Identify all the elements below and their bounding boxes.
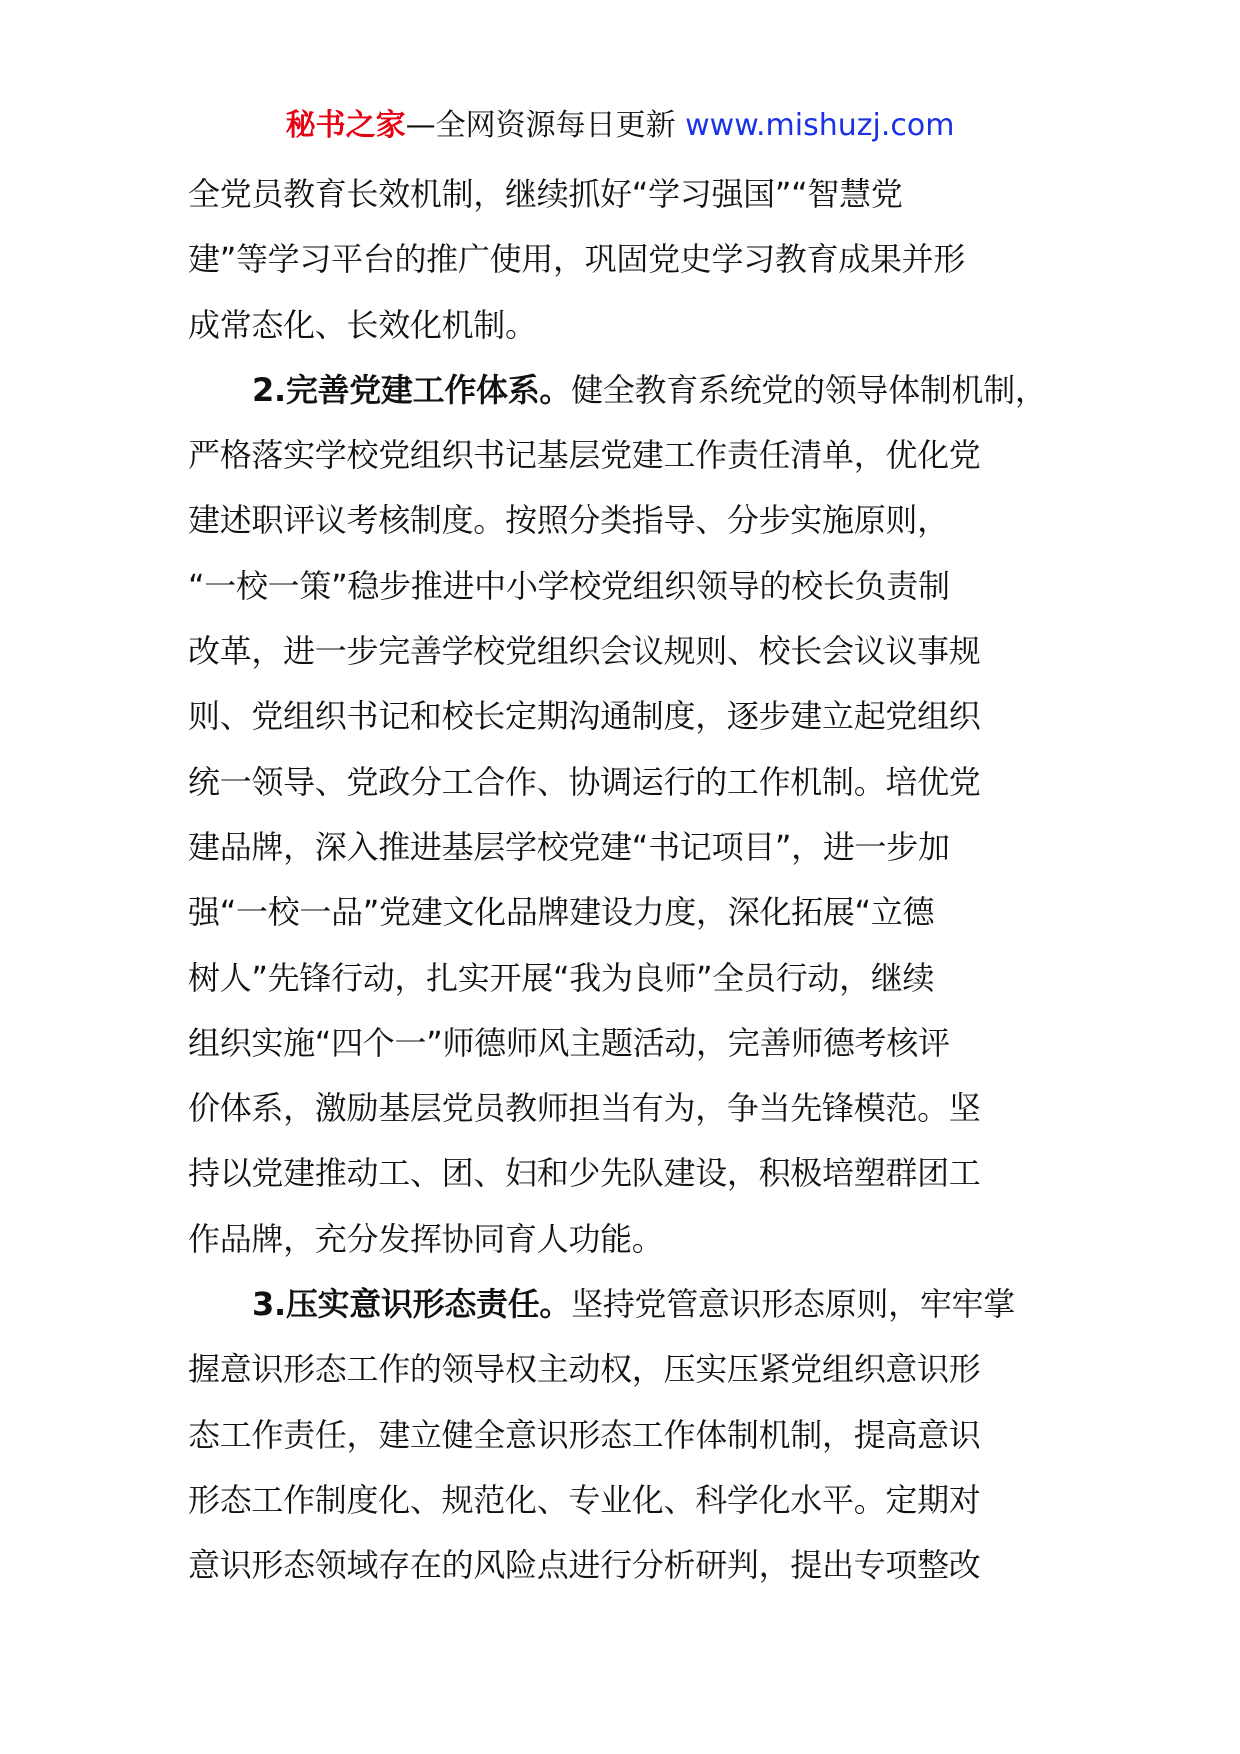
site-brand: 秘书之家 xyxy=(285,108,406,143)
text-line: 持以党建推动工、团、妇和少先队建设，积极培塑群团工 xyxy=(188,1154,981,1193)
text-line: 态工作责任，建立健全意识形态工作体制机制，提高意识 xyxy=(188,1415,981,1454)
text-line: 意识形态领域存在的风险点进行分析研判，提出专项整改 xyxy=(188,1546,981,1585)
site-url-link[interactable]: www.mishuzj.com xyxy=(685,108,955,143)
text-line: 建”等学习平台的推广使用，巩固党史学习教育成果并形 xyxy=(188,240,966,279)
text-line: “一校一策”稳步推进中小学校党组织领导的校长负责制 xyxy=(188,566,950,605)
text-line: 改革，进一步完善学校党组织会议规则、校长会议议事规 xyxy=(188,632,981,671)
text-line: 握意识形态工作的领导权主动权，压实压紧党组织意识形 xyxy=(188,1350,981,1389)
section-heading-line: 3.压实意识形态责任。坚持党管意识形态原则，牢牢掌 xyxy=(252,1285,1015,1324)
text-line: 统一领导、党政分工合作、协调运行的工作机制。培优党 xyxy=(188,762,981,801)
section-heading-line: 2.完善党建工作体系。健全教育系统党的领导体制机制， xyxy=(252,370,1047,409)
site-banner xyxy=(0,98,1240,154)
text-line: 全党员教育长效机制，继续抓好“学习强国”“智慧党 xyxy=(188,175,903,213)
text-line: 作品牌，充分发挥协同育人功能。 xyxy=(188,1219,664,1258)
text-line: 则、党组织书记和校长定期沟通制度，逐步建立起党组织 xyxy=(188,697,981,736)
text-line: 强“一校一品”党建文化品牌建设力度，深化拓展“立德 xyxy=(188,893,935,932)
text-line: 组织实施“四个一”师德师风主题活动，完善师德考核评 xyxy=(188,1023,950,1062)
text-line: 价体系，激励基层党员教师担当有为，争当先锋模范。坚 xyxy=(188,1089,981,1128)
text-line: 树人”先锋行动，扎实开展“我为良师”全员行动，继续 xyxy=(188,958,935,997)
section-heading: 3.压实意识形态责任。 xyxy=(252,1285,572,1324)
text-line: 建品牌，深入推进基层学校党建“书记项目”，进一步加 xyxy=(188,827,950,866)
section-heading: 2.完善党建工作体系。 xyxy=(252,370,572,409)
document-body xyxy=(188,162,1088,1599)
site-tagline: —全网资源每日更新 xyxy=(405,108,686,143)
text-line: 成常态化、长效化机制。 xyxy=(188,305,537,344)
text-line: 建述职评议考核制度。按照分类指导、分步实施原则， xyxy=(188,501,949,540)
text-line: 严格落实学校党组织书记基层党建工作责任清单，优化党 xyxy=(188,436,981,475)
text-line: 形态工作制度化、规范化、专业化、科学化水平。定期对 xyxy=(188,1480,981,1519)
